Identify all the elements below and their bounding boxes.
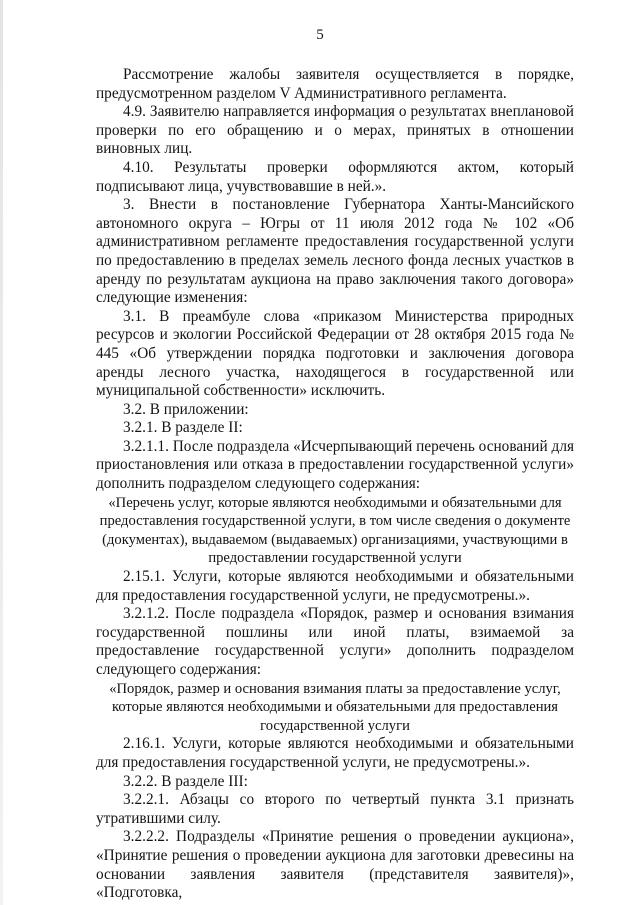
- subsection-heading: «Перечень услуг, которые являются необходимыми и обязательными для предоставления государственной услуги, в том числе сведения о документе (документах), выдаваемом (выдаваемых) организациями, участвующими в предоставлении государственной услуги: [99, 494, 571, 567]
- paragraph: 2.15.1. Услуги, которые являются необходимыми и обязательными для предоставления государственной услуги, не предусмотрены.».: [96, 568, 574, 604]
- paragraph: 3.2.2.2. Подразделы «Принятие решения о проведении аукциона», «Принятие решения о проведении аукциона для заготовки древесины на основании заявления заявителя (представителя заявителя)», «Подготовка,: [96, 828, 574, 902]
- paragraph: Рассмотрение жалобы заявителя осуществляется в порядке, предусмотренном разделом V Административного регламента.: [96, 66, 574, 102]
- paragraph: 4.10. Результаты проверки оформляются актом, который подписывают лица, учувствовавшие в ней.».: [96, 158, 574, 195]
- paragraph: 4.9. Заявителю направляется информация о результатах внеплановой проверки по его обращению и о мерах, принятых в отношении виновных лиц.: [96, 103, 574, 158]
- paragraph: 3.2.1. В разделе II:: [123, 419, 243, 437]
- paragraph: 2.16.1. Услуги, которые являются необходимыми и обязательными для предоставления государственной услуги, не предусмотрены.».: [96, 735, 574, 771]
- paragraph: 3.1. В преамбуле слова «приказом Министерства природных ресурсов и экологии Российской Федерации от 28 октября 2015 года № 445 «Об утверждении порядка подготовки и заключения договора аренды лесного участка, находящегося в государственной или муниципальной собственности» исключить.: [96, 307, 574, 400]
- paragraph: 3.2. В приложении:: [123, 400, 249, 418]
- paragraph: 3. Внести в постановление Губернатора Ханты-Мансийского автономного округа – Югры от 11 июля 2012 года № 102 «Об административном регламенте предоставления государственной услуги по предоставлению в пределах земель лесного фонда лесных участков в аренду по результатам аукциона на право заключения такого договора» следующие изменения:: [96, 196, 574, 307]
- subsection-heading: «Порядок, размер и основания взимания платы за предоставление услуг, которые являются необходимыми и обязательными для предоставления государственной услуги: [109, 680, 561, 734]
- paragraph: 3.2.1.2. После подраздела «Порядок, размер и основания взимания государственной пошлины или иной платы, взимаемой за предоставление государственной услуги» дополнить подразделом следующего содержания:: [96, 605, 574, 678]
- paragraph: 3.2.1.1. После подраздела «Исчерпывающий перечень оснований для приостановления или отказа в предоставлении государственной услуги» дополнить подразделом следующего содержания:: [96, 437, 574, 493]
- document-body: [96, 66, 574, 903]
- scan-edge: [0, 0, 3, 905]
- page-number: 5: [316, 27, 324, 43]
- paragraph: 3.2.2.1. Абзацы со второго по четвертый пункта 3.1 признать утратившими силу.: [96, 791, 574, 827]
- paragraph: 3.2.2. В разделе III:: [123, 772, 248, 790]
